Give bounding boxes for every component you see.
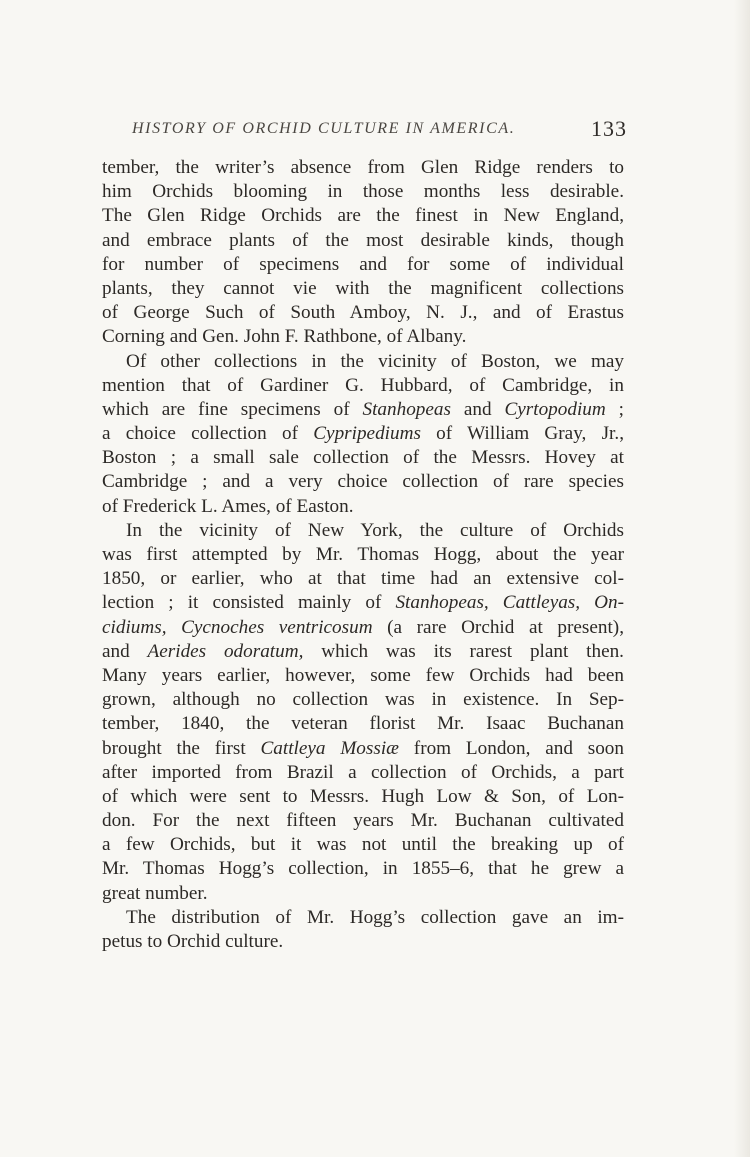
text-segment: tember, 1840, the veteran florist Mr. Isaac Buchanan bbox=[102, 713, 624, 735]
text-line bbox=[102, 301, 624, 325]
text-line bbox=[102, 809, 624, 833]
text-segment: (a rare Orchid at present), bbox=[372, 616, 624, 638]
text-line bbox=[102, 156, 624, 180]
text-segment: and bbox=[450, 398, 505, 420]
text-segment: and bbox=[102, 640, 148, 662]
text-segment: plants, they cannot vie with the magnificent collections bbox=[102, 277, 624, 299]
text-segment: him Orchids blooming in those months less desirable. bbox=[102, 181, 624, 203]
text-line bbox=[102, 906, 624, 930]
text-segment: In the vicinity of New York, the culture of Orchids bbox=[126, 519, 624, 541]
text-line bbox=[102, 761, 624, 785]
text-segment: mention that of Gardiner G. Hubbard, of Cambridge, in bbox=[102, 374, 624, 396]
text-line bbox=[102, 616, 624, 640]
text-line bbox=[102, 180, 624, 204]
text-segment: Many years earlier, however, some few Orchids had been bbox=[102, 664, 624, 686]
italic-text: Cyrtopodium bbox=[504, 398, 606, 420]
text-line bbox=[102, 277, 624, 301]
text-segment: Boston ; a small sale collection of the Messrs. Hovey at bbox=[102, 447, 624, 469]
text-segment: brought the first bbox=[102, 737, 261, 759]
text-line bbox=[102, 712, 624, 736]
text-segment: was first attempted by Mr. Thomas Hogg, about the year bbox=[102, 544, 624, 565]
text-line bbox=[102, 519, 624, 543]
text-line bbox=[102, 930, 624, 954]
text-line bbox=[102, 446, 624, 470]
italic-text: Aerides odoratum, bbox=[147, 640, 304, 662]
text-line bbox=[102, 398, 624, 422]
text-line bbox=[102, 325, 624, 349]
text-line bbox=[102, 737, 624, 761]
page-header bbox=[132, 118, 627, 148]
text-segment: don. For the next fifteen years Mr. Buchanan cultivated bbox=[102, 810, 624, 832]
text-segment: Mr. Thomas Hogg’s collection, in 1855–6, that he grew a bbox=[102, 858, 624, 880]
text-line bbox=[102, 664, 624, 688]
text-segment: a choice collection of bbox=[102, 423, 314, 445]
text-line bbox=[102, 882, 624, 906]
page-number: 133 bbox=[591, 116, 627, 141]
text-segment: tember, the writer’s absence from Glen Ridge renders to bbox=[102, 157, 624, 178]
text-line bbox=[102, 350, 624, 374]
text-line bbox=[102, 374, 624, 398]
text-segment: petus to Orchid culture. bbox=[102, 931, 284, 952]
text-line bbox=[102, 253, 624, 277]
body-text bbox=[102, 156, 624, 954]
text-segment: of William Gray, Jr., bbox=[420, 423, 624, 445]
page-edge-shadow bbox=[734, 0, 750, 1157]
text-segment: lection ; it consisted mainly of bbox=[102, 592, 396, 614]
text-line bbox=[102, 833, 624, 857]
text-line bbox=[102, 543, 624, 567]
text-line bbox=[102, 229, 624, 253]
text-segment: from London, and soon bbox=[398, 737, 624, 759]
text-segment: great number. bbox=[102, 882, 208, 904]
text-line bbox=[102, 495, 624, 519]
text-line bbox=[102, 785, 624, 809]
text-line bbox=[102, 688, 624, 712]
text-line bbox=[102, 857, 624, 881]
text-segment: of which were sent to Messrs. Hugh Low & Son, of Lon- bbox=[102, 785, 624, 807]
text-segment: a few Orchids, but it was not until the breaking up of bbox=[102, 834, 624, 856]
text-segment: which are fine specimens of bbox=[102, 398, 363, 420]
text-line bbox=[102, 422, 624, 446]
text-segment: Corning and Gen. John F. Rathbone, of Albany. bbox=[102, 326, 467, 348]
text-segment: after imported from Brazil a collection of Orchids, a part bbox=[102, 761, 624, 783]
italic-text: Cattleya Mossiæ bbox=[260, 737, 399, 759]
text-segment: The distribution of Mr. Hogg’s collection gave an im- bbox=[126, 906, 624, 928]
text-line bbox=[102, 470, 624, 494]
text-segment: of George Such of South Amboy, N. J., and of Erastus bbox=[102, 302, 624, 324]
text-segment: of Frederick L. Ames, of Easton. bbox=[102, 495, 354, 517]
text-segment: Cambridge ; and a very choice collection of rare species bbox=[102, 471, 624, 493]
italic-text: Stanhopeas bbox=[362, 398, 451, 420]
text-line bbox=[102, 204, 624, 228]
italic-text: Cypripediums bbox=[313, 423, 421, 445]
italic-text: cidiums, Cycnoches ventricosum bbox=[102, 616, 373, 638]
text-segment: which was its rarest plant then. bbox=[303, 640, 624, 662]
text-segment: grown, although no collection was in existence. In Sep- bbox=[102, 689, 624, 711]
text-segment: and embrace plants of the most desirable kinds, though bbox=[102, 229, 624, 251]
text-segment: ; bbox=[605, 398, 624, 420]
text-segment: Of other collections in the vicinity of Boston, we may bbox=[126, 350, 624, 372]
text-line bbox=[102, 640, 624, 664]
text-segment: The Glen Ridge Orchids are the finest in New England, bbox=[102, 205, 624, 227]
text-segment: for number of specimens and for some of individual bbox=[102, 253, 624, 275]
running-head: HISTORY OF ORCHID CULTURE IN AMERICA. bbox=[132, 120, 516, 137]
text-line bbox=[102, 567, 624, 591]
text-segment: 1850, or earlier, who at that time had an extensive col- bbox=[102, 568, 624, 590]
italic-text: Stanhopeas, Cattleyas, On- bbox=[395, 592, 624, 614]
text-line bbox=[102, 591, 624, 615]
